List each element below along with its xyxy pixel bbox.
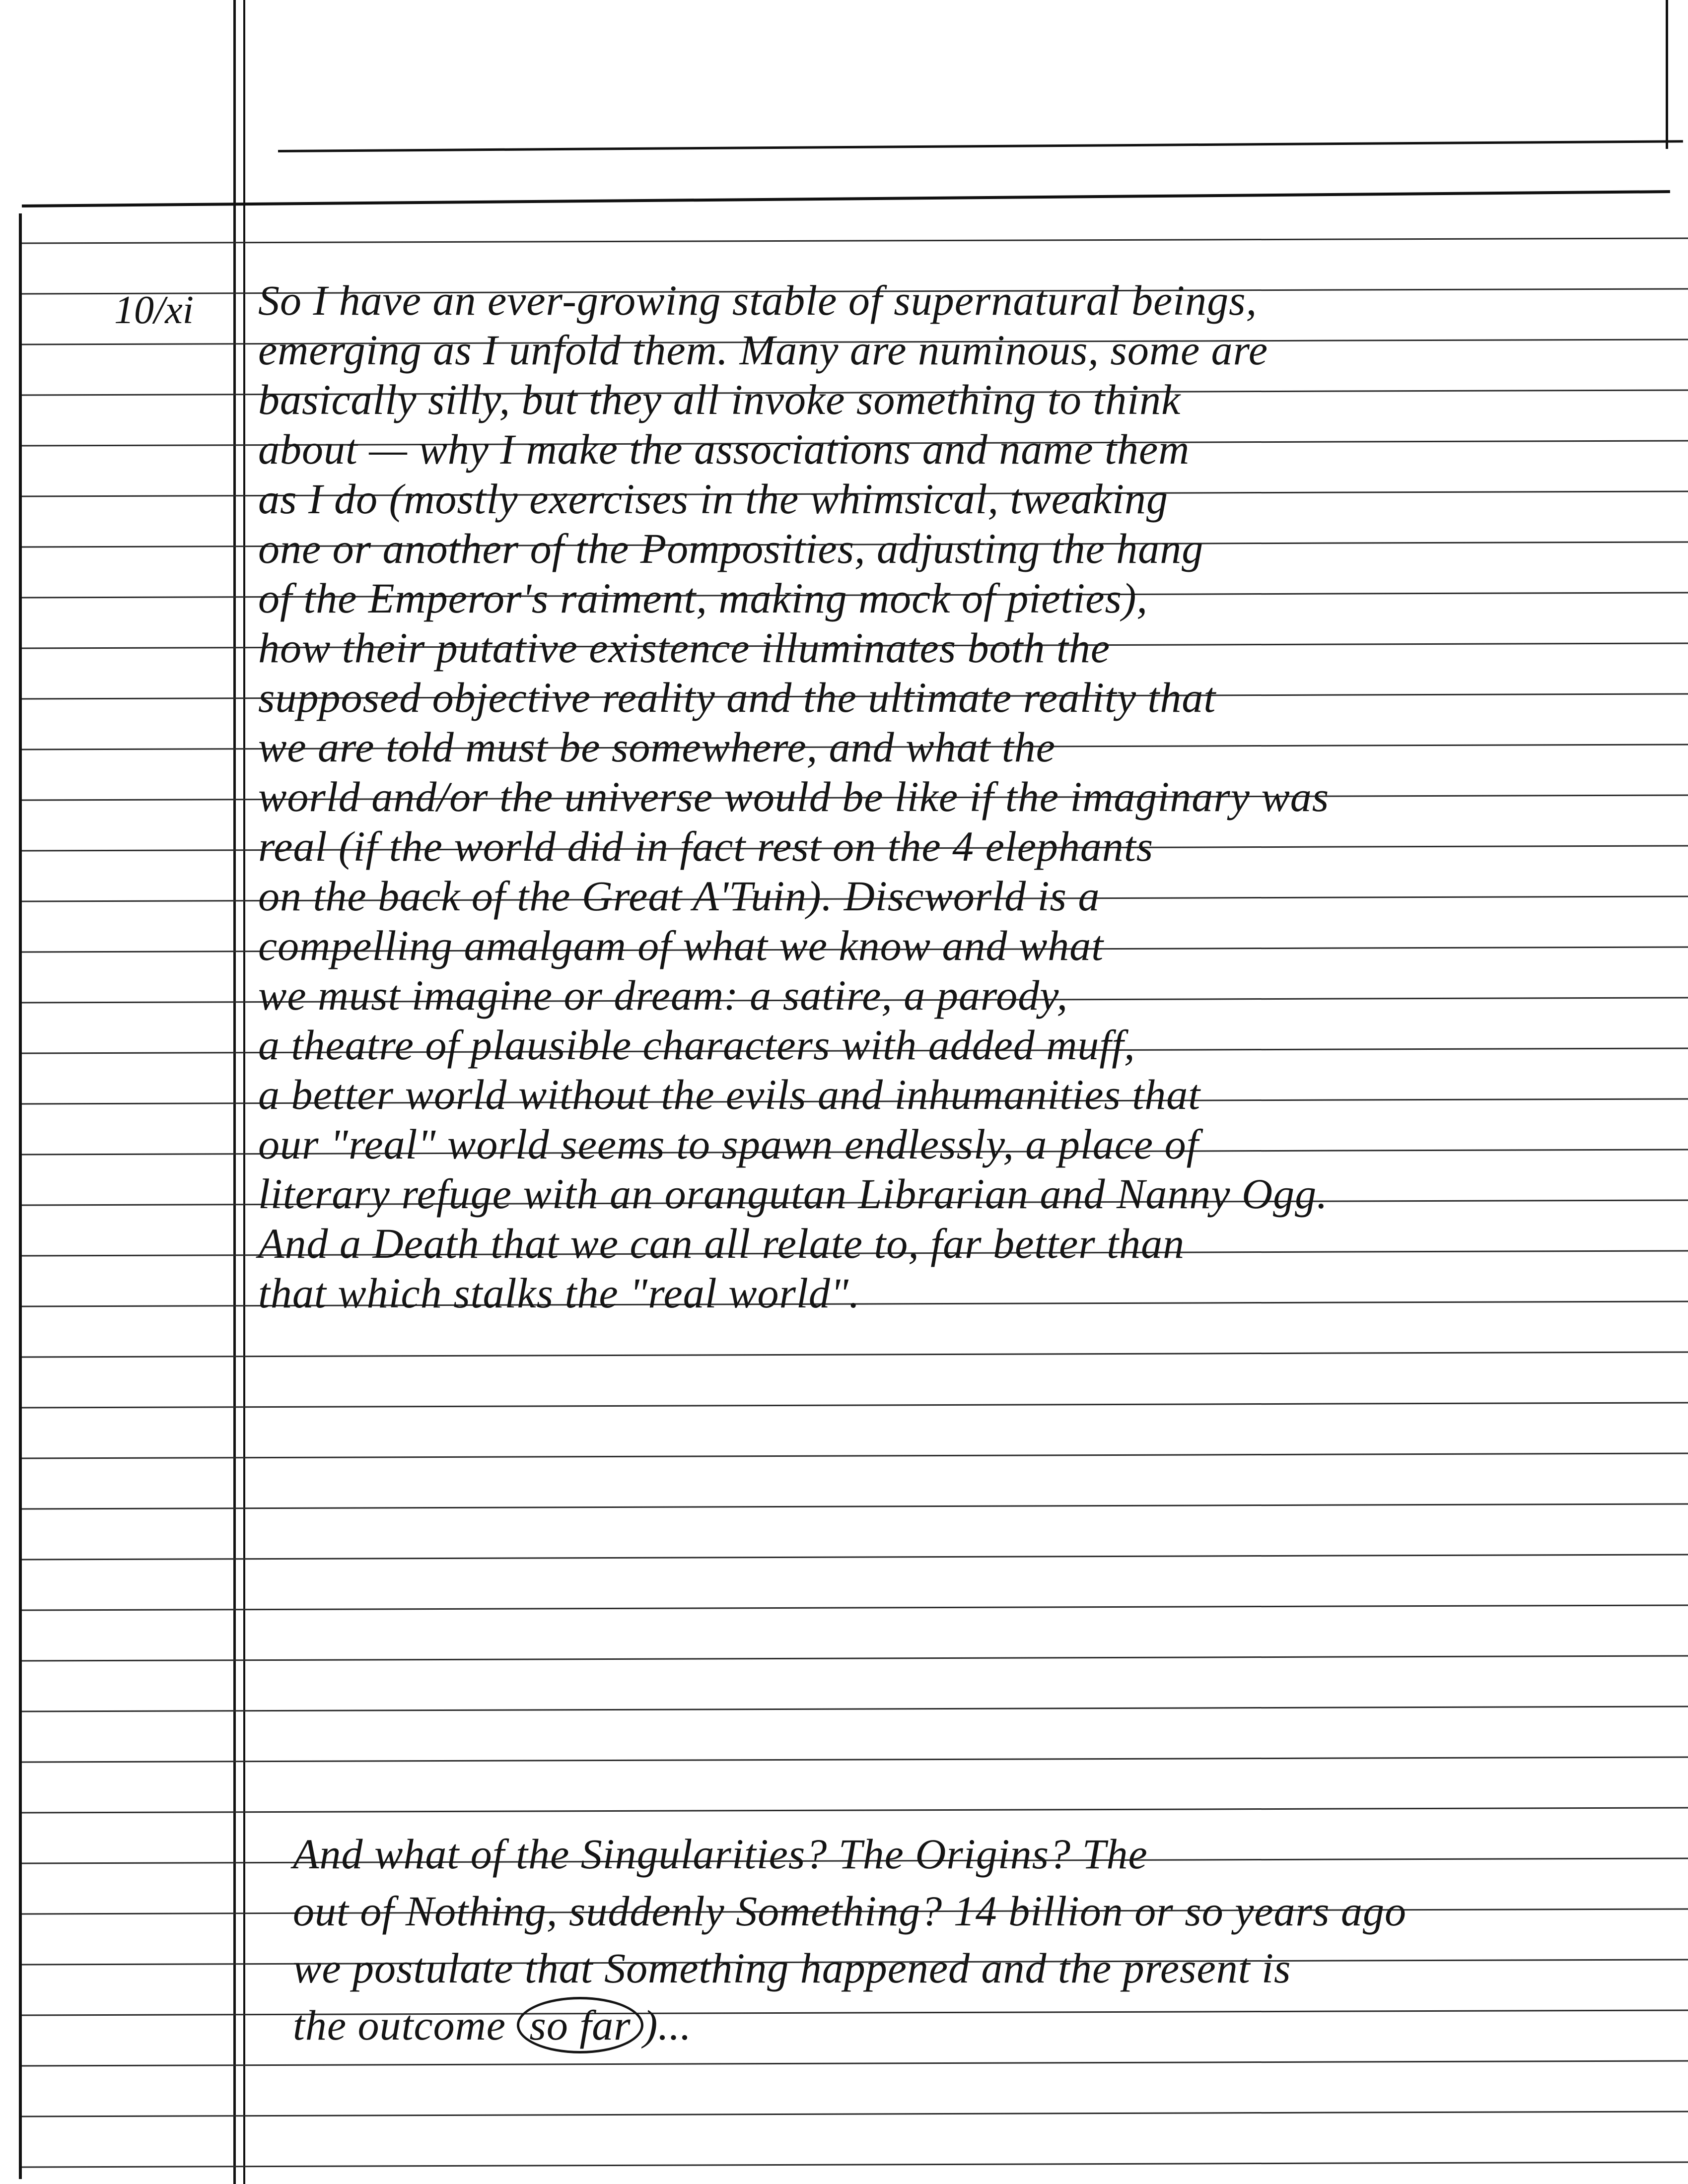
- handwritten-line: on the back of the Great A'Tuin). Discworld is a: [258, 872, 1100, 920]
- rule-line: [22, 1352, 1688, 1357]
- rule-line: [22, 2061, 1688, 2066]
- handwritten-line: a theatre of plausible characters with added muff,: [258, 1021, 1135, 1069]
- handwritten-line: So I have an ever-growing stable of supernatural beings,: [258, 276, 1258, 324]
- entry-date: 10/xi: [114, 288, 194, 332]
- rule-line: [22, 2010, 1688, 2015]
- handwritten-line: we are told must be somewhere, and what the: [258, 723, 1055, 771]
- handwritten-line: that which stalks the "real world".: [258, 1269, 860, 1317]
- handwritten-line: compelling amalgam of what we know and what: [258, 922, 1104, 969]
- handwritten-line: about — why I make the associations and name them: [258, 425, 1190, 473]
- handwritten-line: And a Death that we can all relate to, far better than: [258, 1220, 1185, 1267]
- rule-line: [22, 1757, 1688, 1762]
- last-line: [293, 2000, 692, 2050]
- handwritten-line: our "real" world seems to spawn endlessly, a place of: [258, 1120, 1199, 1168]
- handwritten-line: emerging as I unfold them. Many are numinous, some are: [258, 326, 1268, 374]
- circled-text: so far: [517, 1997, 643, 2053]
- rule-line: [22, 1706, 1688, 1711]
- handwritten-line: how their putative existence illuminates both the: [258, 624, 1111, 672]
- handwritten-line: a better world without the evils and inhumanities that: [258, 1071, 1201, 1118]
- handwritten-line: out of Nothing, suddenly Something? 14 billion or so years ago: [293, 1887, 1407, 1935]
- handwritten-line: supposed objective reality and the ultimate reality that: [258, 674, 1216, 721]
- handwritten-line: of the Emperor's raiment, making mock of pieties),: [258, 574, 1148, 622]
- rule-line: [22, 1555, 1688, 1560]
- rule-line: [22, 1656, 1688, 1661]
- last-line-prefix: the outcome: [293, 2001, 506, 2049]
- rule-line: [22, 1605, 1688, 1610]
- rule-line: [22, 1403, 1688, 1408]
- rule-line: [22, 1504, 1688, 1509]
- handwritten-line: And what of the Singularities? The Origins? The: [293, 1830, 1148, 1878]
- handwritten-line: one or another of the Pomposities, adjusting the hang: [258, 525, 1204, 572]
- last-line-suffix: )...: [643, 2001, 692, 2049]
- handwritten-line: world and/or the universe would be like if the imaginary was: [258, 773, 1330, 820]
- rule-line: [22, 2112, 1688, 2116]
- rule-line: [22, 2162, 1688, 2167]
- handwritten-line: as I do (mostly exercises in the whimsical, tweaking: [258, 475, 1168, 523]
- rule-line: [22, 1808, 1688, 1813]
- rule-line: [22, 1453, 1688, 1458]
- handwritten-line: we must imagine or dream: a satire, a parody,: [258, 971, 1068, 1019]
- handwritten-line: we postulate that Something happened and the present is: [293, 1944, 1291, 1992]
- handwritten-line: basically silly, but they all invoke something to think: [258, 376, 1181, 423]
- handwritten-line: real (if the world did in fact rest on the 4 elephants: [258, 822, 1154, 870]
- handwritten-line: literary refuge with an orangutan Librarian and Nanny Ogg.: [258, 1170, 1328, 1218]
- rule-line: [22, 238, 1688, 243]
